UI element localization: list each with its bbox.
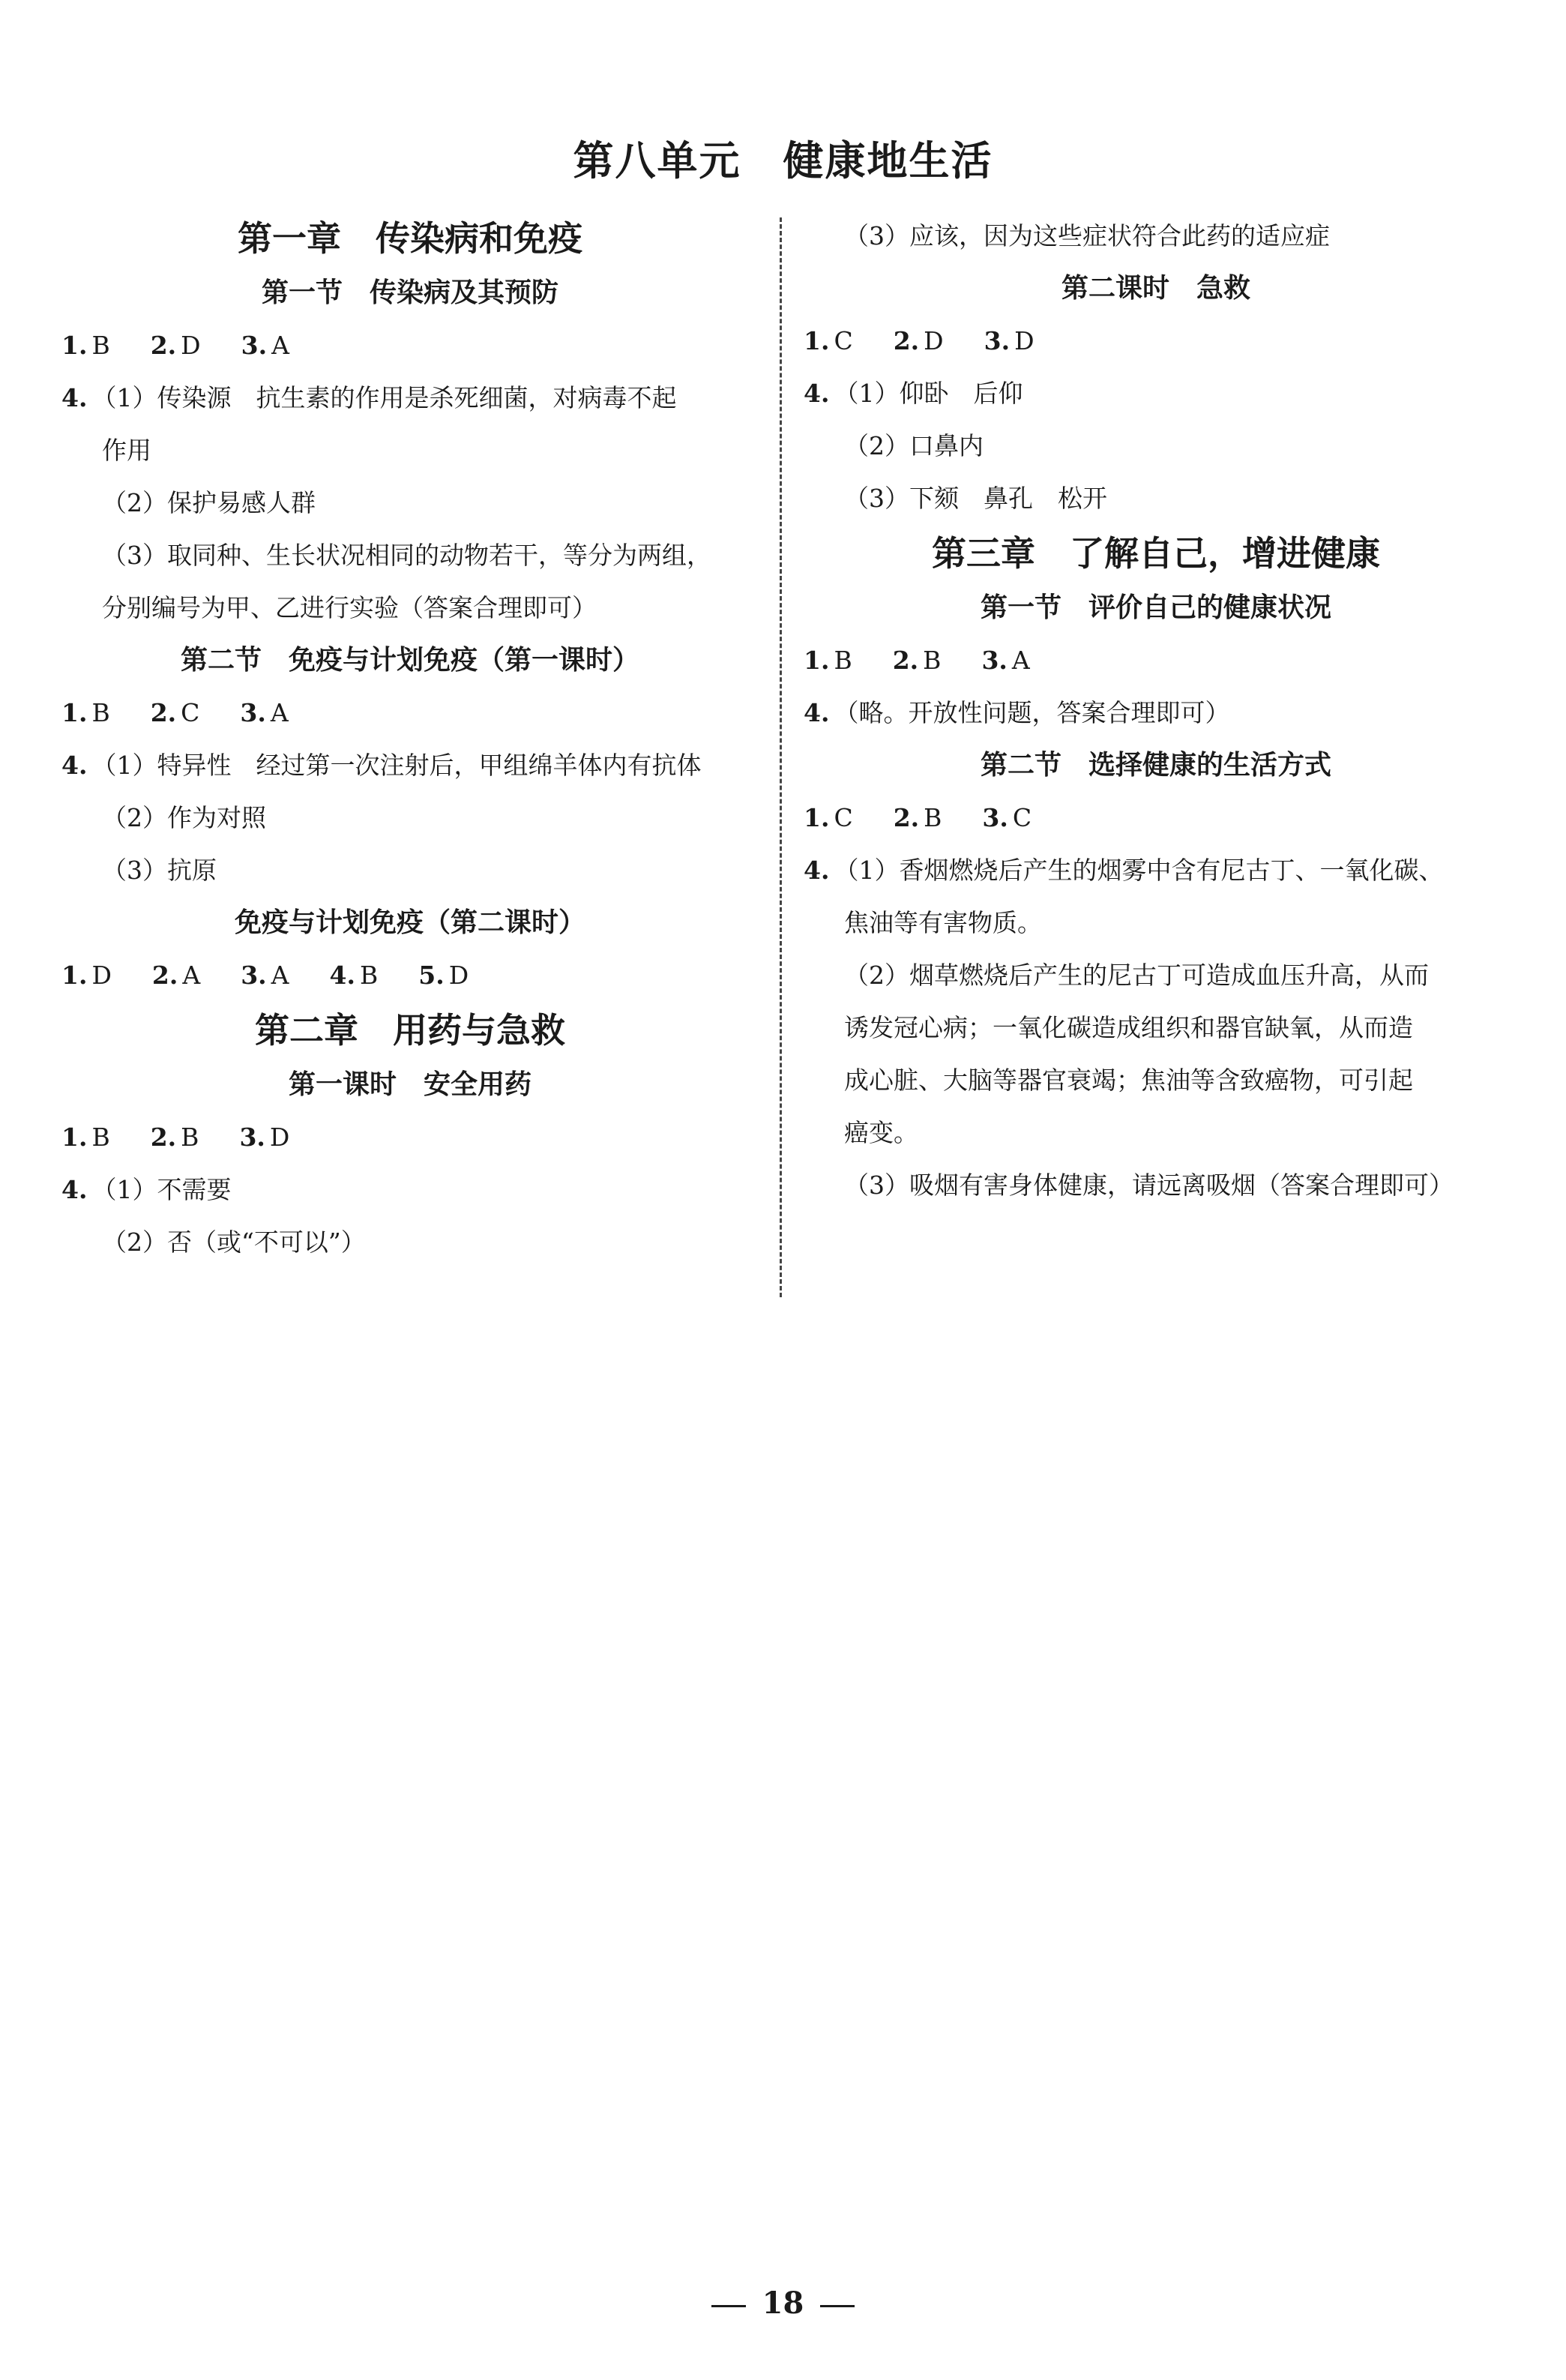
question-number: 4. <box>61 383 88 412</box>
section-7-title: 第二节 选择健康的生活方式 <box>980 750 1331 781</box>
section-4-title: 第一课时 安全用药 <box>288 1069 531 1100</box>
question-number: 4. <box>804 698 830 727</box>
answer-line: （3）取同种、生长状况相同的动物若干，等分为两组， <box>102 541 711 570</box>
answer-line: （3）下颏 鼻孔 松开 <box>844 484 1107 513</box>
answer-letter: B <box>359 961 379 990</box>
answer-line: （1）香烟燃烧后产生的烟雾中含有尼古丁、一氧化碳、 <box>834 856 1444 885</box>
question-number: 2. <box>893 803 920 832</box>
mc-answer <box>241 319 289 372</box>
answer-line: （略。开放性问题，答案合理即可） <box>834 698 1230 727</box>
question-number: 2. <box>150 698 177 727</box>
answer-letter: D <box>269 1123 290 1152</box>
question-number: 3. <box>239 1123 265 1152</box>
unit-title: 第八单元 健康地生活 <box>573 136 993 184</box>
question-number: 4. <box>61 1175 88 1204</box>
question-4 <box>61 372 759 424</box>
mc-answer <box>804 315 853 367</box>
section-2-title: 第二节 免疫与计划免疫（第一课时） <box>180 645 639 676</box>
question-number: 3. <box>984 326 1011 355</box>
answer-letter: A <box>182 961 201 990</box>
answer-line: 作用 <box>102 436 151 465</box>
question-number: 3. <box>981 646 1008 675</box>
answer-line: （2）口鼻内 <box>844 431 984 460</box>
column-divider <box>780 217 782 1297</box>
answer-letter: C <box>1012 803 1032 832</box>
question-number: 2. <box>892 646 919 675</box>
answer-line: 癌变。 <box>844 1118 918 1147</box>
chapter-3-title: 第三章 了解自己，增进健康 <box>932 533 1380 574</box>
question-number: 4. <box>329 961 355 990</box>
dash-left <box>711 2305 746 2307</box>
question-number: 1. <box>61 1123 88 1152</box>
answer-letter: D <box>924 326 944 355</box>
question-number: 2. <box>150 1123 177 1152</box>
answer-letter: A <box>271 331 289 360</box>
question-number: 3. <box>241 331 268 360</box>
chapter-1-title: 第一章 传染病和免疫 <box>238 218 582 259</box>
answer-letter: B <box>834 646 852 675</box>
question-number: 1. <box>804 646 830 675</box>
section-3-title: 免疫与计划免疫（第二课时） <box>234 907 585 938</box>
question-number: 2. <box>150 331 177 360</box>
answer-line: 分别编号为甲、乙进行实验（答案合理即可） <box>102 593 597 622</box>
mc-answer <box>151 687 200 739</box>
mc-answer <box>239 1111 289 1164</box>
section-6-title: 第一节 评价自己的健康状况 <box>980 592 1331 623</box>
answer-letter: C <box>834 326 853 355</box>
question-4 <box>61 1164 759 1216</box>
question-number: 3. <box>240 698 266 727</box>
question-number: 4. <box>61 751 88 780</box>
chapter-2-title: 第二章 用药与急救 <box>255 1010 565 1051</box>
answer-line: （3）抗原 <box>102 856 217 885</box>
section-1-title: 第一节 传染病及其预防 <box>261 277 558 308</box>
question-number: 3. <box>241 961 267 990</box>
mc-answer <box>894 315 944 367</box>
question-number: 1. <box>61 698 88 727</box>
answer-letter: B <box>923 646 942 675</box>
answer-line: 成心脏、大脑等器官衰竭；焦油等含致癌物，可引起 <box>844 1066 1413 1095</box>
mc-answer <box>893 634 942 687</box>
mc-answer <box>61 687 110 739</box>
mc-answer <box>894 792 942 844</box>
answer-line: （2）烟草燃烧后产生的尼古丁可造成血压升高，从而 <box>844 961 1429 990</box>
dash-right <box>820 2305 855 2307</box>
question-4 <box>804 367 1508 420</box>
answer-line: （3）应该，因为这些症状符合此药的适应症 <box>844 221 1330 250</box>
question-4 <box>804 687 1508 739</box>
question-number: 1. <box>61 331 88 360</box>
mc-answers <box>61 949 759 1002</box>
mc-answer <box>152 949 200 1002</box>
mc-answers <box>804 634 1508 687</box>
page-number-value: 18 <box>762 2286 804 2321</box>
mc-answers <box>61 1111 759 1164</box>
answer-line: （2）否（或“不可以”） <box>102 1227 366 1257</box>
answer-line: （1）特异性 经过第一次注射后，甲组绵羊体内有抗体 <box>91 751 702 780</box>
mc-answer <box>330 949 379 1002</box>
answer-letter: D <box>181 331 201 360</box>
answer-letter: A <box>270 698 289 727</box>
question-number: 2. <box>151 961 178 990</box>
mc-answer <box>241 949 289 1002</box>
mc-answers <box>61 687 759 739</box>
mc-answer <box>61 949 112 1002</box>
question-number: 1. <box>61 961 88 990</box>
section-5-title: 第二课时 急救 <box>1061 273 1250 304</box>
question-number: 5. <box>418 961 445 990</box>
answer-line: （1）不需要 <box>91 1175 232 1204</box>
question-4 <box>804 844 1508 897</box>
answer-letter: A <box>271 961 289 990</box>
mc-answer <box>61 319 110 372</box>
question-4 <box>61 739 759 792</box>
answer-letter: B <box>91 331 110 360</box>
mc-answers <box>804 315 1508 367</box>
answer-letter: D <box>1014 326 1035 355</box>
answer-line: （1）传染源 抗生素的作用是杀死细菌，对病毒不起 <box>91 383 677 412</box>
mc-answer <box>984 315 1035 367</box>
answer-letter: C <box>181 698 200 727</box>
answer-line: 诱发冠心病；一氧化碳造成组织和器官缺氧，从而造 <box>844 1013 1413 1042</box>
answer-letter: B <box>91 1123 110 1152</box>
mc-answer <box>151 319 201 372</box>
mc-answers <box>804 792 1508 844</box>
mc-answer <box>804 792 853 844</box>
answer-letter: B <box>924 803 942 832</box>
answer-letter: A <box>1011 646 1030 675</box>
answer-letter: D <box>91 961 112 990</box>
mc-answer <box>981 634 1029 687</box>
question-number: 4. <box>804 379 830 408</box>
mc-answer <box>804 634 852 687</box>
answer-line: 焦油等有害物质。 <box>844 908 1042 937</box>
answer-letter: B <box>181 1123 199 1152</box>
mc-answer <box>151 1111 199 1164</box>
mc-answer <box>240 687 288 739</box>
answer-letter: B <box>91 698 110 727</box>
answer-line: （2）作为对照 <box>102 803 266 832</box>
mc-answer <box>61 1111 110 1164</box>
answer-letter: C <box>834 803 853 832</box>
answer-line: （2）保护易感人群 <box>102 488 316 517</box>
mc-answers <box>61 319 759 372</box>
right-column <box>804 210 1508 1212</box>
answer-line: （1）仰卧 后仰 <box>834 379 1023 408</box>
left-column <box>61 210 759 1269</box>
question-number: 2. <box>893 326 920 355</box>
page-number <box>0 2286 1566 2321</box>
answer-letter: D <box>448 961 469 990</box>
question-number: 4. <box>804 856 830 885</box>
question-number: 1. <box>804 326 830 355</box>
answer-line: （3）吸烟有害身体健康，请远离吸烟（答案合理即可） <box>844 1171 1454 1200</box>
mc-answer <box>418 949 469 1002</box>
question-number: 3. <box>982 803 1008 832</box>
mc-answer <box>982 792 1032 844</box>
question-number: 1. <box>804 803 830 832</box>
